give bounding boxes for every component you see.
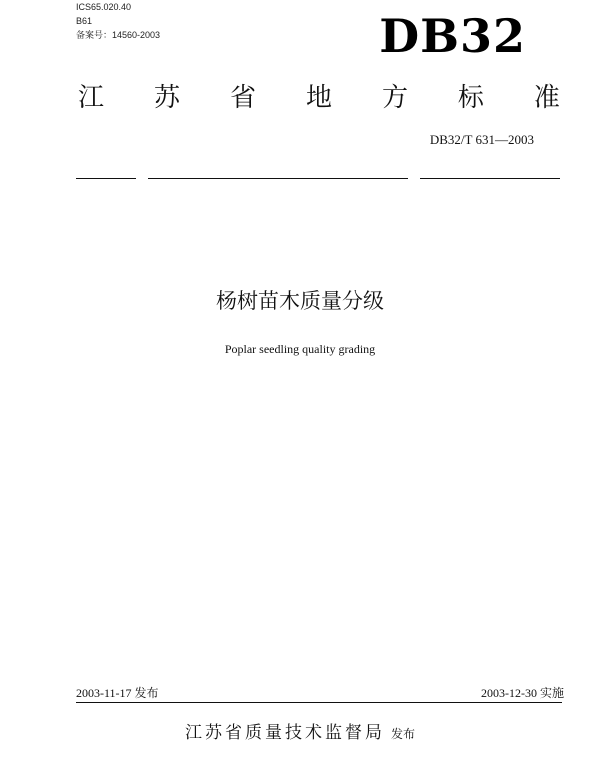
standard-type-char: 省 — [229, 83, 256, 113]
footer-divider — [76, 702, 562, 703]
ccs-code: B61 — [76, 16, 93, 26]
standard-type-char: 江 — [78, 83, 105, 113]
standard-type — [78, 80, 560, 116]
issuer — [0, 718, 600, 743]
standard-type-char: 苏 — [153, 83, 180, 113]
standard-type-char: 地 — [305, 83, 332, 113]
standard-type-char: 准 — [533, 83, 560, 113]
standard-number: DB32/T 631—2003 — [429, 132, 534, 147]
document-title: 杨树苗木质量分级 — [216, 289, 384, 313]
header-divider — [420, 178, 560, 179]
header-divider — [76, 178, 136, 179]
issuer-name: 江苏省质量技术监督局 — [184, 723, 385, 743]
issue-date: 2003-11-17 发布 — [76, 686, 159, 700]
standard-type-char: 方 — [381, 83, 408, 113]
header-divider — [148, 178, 408, 179]
document-title-english: Poplar seedling quality grading — [224, 342, 376, 356]
standard-type-char: 标 — [457, 83, 484, 113]
standard-code: DB32 — [379, 9, 526, 63]
ics-code: ICS65.020.40 — [76, 2, 132, 12]
record-number: 备案号：14560-2003 — [76, 30, 161, 40]
implementation-date: 2003-12-30 实施 — [481, 686, 564, 700]
issuer-suffix: 发布 — [390, 727, 415, 741]
